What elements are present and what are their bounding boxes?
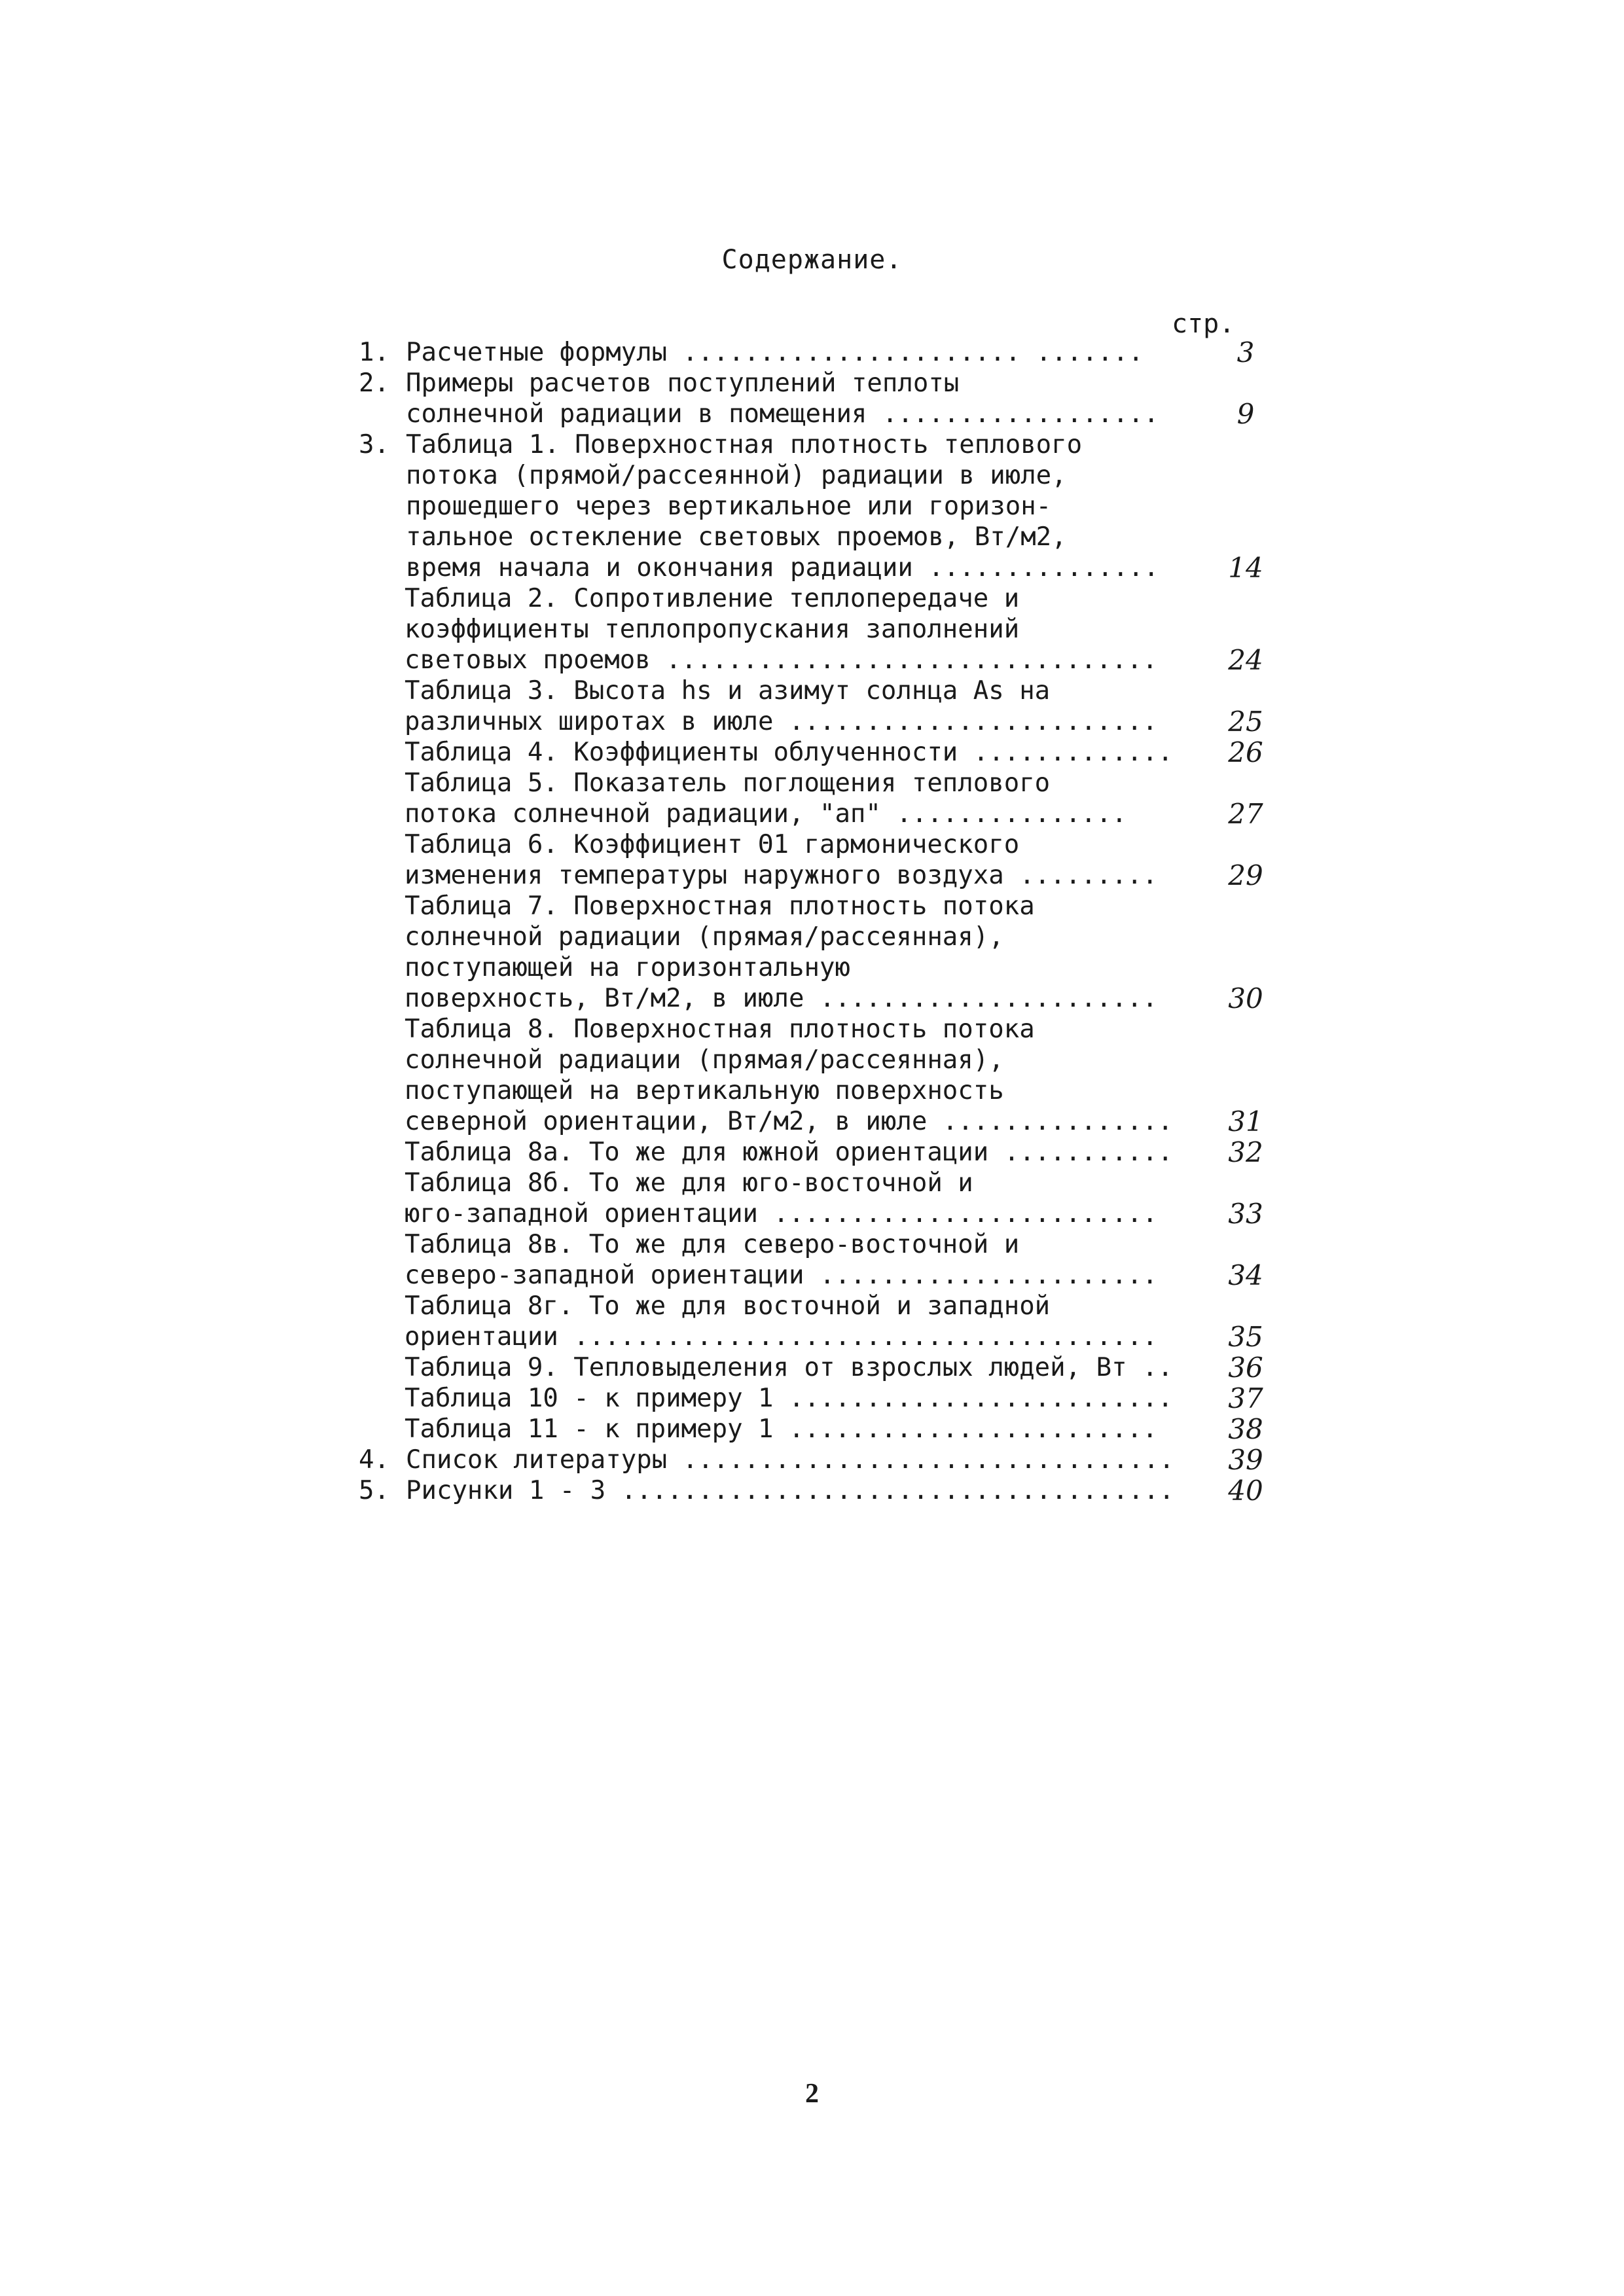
toc-page-number: 33 (1228, 1198, 1263, 1230)
toc-line (359, 675, 1275, 706)
toc-entry-text: Таблица 8б. То же для юго-восточной и (405, 1168, 973, 1198)
toc-entry-text: Таблица 5. Показатель поглощения теплового (405, 768, 1051, 798)
toc-line (359, 1168, 1275, 1198)
page-column-header: стр. (1172, 309, 1235, 339)
toc-entry-text: поверхность, Вт/м2, в июле ...................... (405, 984, 1158, 1013)
toc-line (359, 337, 1275, 368)
toc-page-number: 32 (1228, 1136, 1263, 1168)
toc-entry-text: Таблица 7. Поверхностная плотность потока (405, 891, 1035, 921)
toc-entry-text: поступающей на вертикальную поверхность (405, 1076, 1004, 1105)
toc-page-number: 39 (1228, 1444, 1263, 1476)
toc-entry-text: юго-западной ориентации ......................... (405, 1199, 1158, 1229)
toc-entry-text: световых проемов ................................ (405, 645, 1158, 675)
toc-entry-text: Список литературы ................................ (406, 1445, 1174, 1475)
toc-entry-text: Таблица 1. Поверхностная плотность теплового (406, 430, 1083, 459)
toc-page-number: 9 (1236, 398, 1255, 430)
toc-page-number: 24 (1228, 644, 1263, 676)
toc-line (359, 860, 1275, 891)
toc-line (359, 983, 1275, 1014)
toc-line (359, 614, 1275, 645)
toc-entry-number: 4. (359, 1445, 389, 1475)
toc-line (359, 1014, 1275, 1045)
toc-entry-text: северо-западной ориентации ...................... (405, 1261, 1158, 1290)
toc-page-number: 38 (1228, 1413, 1263, 1445)
toc-entry-text: коэффициенты теплопропускания заполнений (405, 615, 1020, 644)
toc-line (359, 952, 1275, 983)
toc-entry-text: Расчетные формулы ...................... ....... (406, 338, 1144, 367)
toc-line (359, 768, 1275, 798)
toc-entry-text: изменения температуры наружного воздуха ......... (405, 861, 1158, 890)
page-title: Содержание. (721, 245, 903, 275)
toc-page-number: 35 (1228, 1321, 1263, 1353)
toc-entry-number: 2. (359, 368, 389, 398)
toc-line (359, 1075, 1275, 1106)
toc-entry-text: время начала и окончания радиации ............... (406, 553, 1159, 583)
toc-line (359, 1414, 1275, 1444)
toc-page-number: 26 (1228, 736, 1263, 768)
toc-line (359, 1137, 1275, 1168)
toc-line (359, 1475, 1275, 1506)
toc-line (359, 922, 1275, 952)
toc-line (359, 1229, 1275, 1260)
toc-page-number: 36 (1228, 1352, 1263, 1384)
toc-line (359, 1291, 1275, 1321)
table-of-contents (359, 337, 1275, 1506)
toc-entry-text: поступающей на горизонтальную (405, 953, 850, 982)
toc-line (359, 460, 1275, 491)
toc-entry-text: Таблица 6. Коэффициент Θ1 гармонического (405, 830, 1020, 859)
toc-entry-number: 3. (359, 430, 389, 459)
toc-entry-text: Таблица 4. Коэффициенты облученности ............. (405, 738, 1173, 767)
toc-entry-text: потока (прямой/рассеянной) радиации в июле, (406, 461, 1067, 490)
toc-entry-number: 5. (359, 1476, 389, 1505)
toc-entry-text: Таблица 8. Поверхностная плотность потока (405, 1014, 1035, 1044)
toc-entry-number: 1. (359, 338, 389, 367)
toc-line (359, 829, 1275, 860)
toc-line (359, 491, 1275, 522)
toc-entry-text: северной ориентации, Вт/м2, в июле ............... (405, 1107, 1173, 1136)
toc-page-number: 40 (1228, 1475, 1263, 1507)
toc-page-number: 31 (1228, 1105, 1263, 1138)
toc-line (359, 1321, 1275, 1352)
toc-entry-text: солнечной радиации (прямая/рассеянная), (405, 922, 1004, 952)
toc-entry-text: Примеры расчетов поступлений теплоты (406, 368, 960, 398)
toc-page-number: 25 (1228, 706, 1263, 738)
toc-line (359, 368, 1275, 399)
toc-line (359, 891, 1275, 922)
toc-entry-text: Таблица 9. Тепловыделения от взрослых людей, Вт .. (405, 1353, 1173, 1382)
toc-entry-text: солнечной радиации в помещения .................. (406, 399, 1159, 429)
toc-page-number: 27 (1228, 798, 1263, 830)
toc-page-number: 37 (1228, 1382, 1263, 1414)
toc-entry-text: Рисунки 1 - 3 .................................... (406, 1476, 1174, 1505)
toc-line (359, 737, 1275, 768)
toc-line (359, 429, 1275, 460)
toc-page-number: 29 (1228, 859, 1263, 891)
toc-line (359, 522, 1275, 552)
toc-entry-text: Таблица 8в. То же для северо-восточной и (405, 1230, 1020, 1259)
toc-line (359, 1444, 1275, 1475)
toc-entry-text: прошедшего через вертикальное или горизон- (406, 492, 1052, 521)
toc-entry-text: Таблица 11 - к примеру 1 ........................ (405, 1414, 1158, 1444)
toc-entry-text: Таблица 8г. То же для восточной и западной (405, 1291, 1051, 1321)
toc-line (359, 645, 1275, 675)
toc-entry-text: Таблица 2. Сопротивление теплопередаче и (405, 584, 1020, 613)
toc-line (359, 706, 1275, 737)
toc-line (359, 1260, 1275, 1291)
toc-page-number: 34 (1228, 1259, 1263, 1291)
toc-page-number: 30 (1228, 982, 1263, 1014)
toc-entry-text: Таблица 3. Высота hs и азимут солнца As на (405, 676, 1051, 706)
toc-line (359, 798, 1275, 829)
toc-entry-text: различных широтах в июле ........................ (405, 707, 1158, 736)
toc-line (359, 583, 1275, 614)
toc-line (359, 1383, 1275, 1414)
toc-entry-text: ориентации ...................................... (405, 1322, 1158, 1352)
toc-entry-text: тальное остекление световых проемов, Вт/м2, (406, 522, 1067, 552)
toc-page-number: 14 (1228, 552, 1263, 584)
toc-entry-text: Таблица 8а. То же для южной ориентации ........... (405, 1138, 1173, 1167)
toc-line (359, 1106, 1275, 1137)
toc-line (359, 1045, 1275, 1075)
toc-page-number: 3 (1236, 336, 1255, 368)
toc-line (359, 552, 1275, 583)
toc-entry-text: солнечной радиации (прямая/рассеянная), (405, 1045, 1004, 1075)
toc-line (359, 1352, 1275, 1383)
toc-line (359, 399, 1275, 429)
toc-line (359, 1198, 1275, 1229)
page-number: 2 (805, 2079, 819, 2109)
toc-entry-text: потока солнечной радиации, "aп" ............... (405, 799, 1127, 829)
toc-entry-text: Таблица 10 - к примеру 1 ......................... (405, 1384, 1173, 1413)
